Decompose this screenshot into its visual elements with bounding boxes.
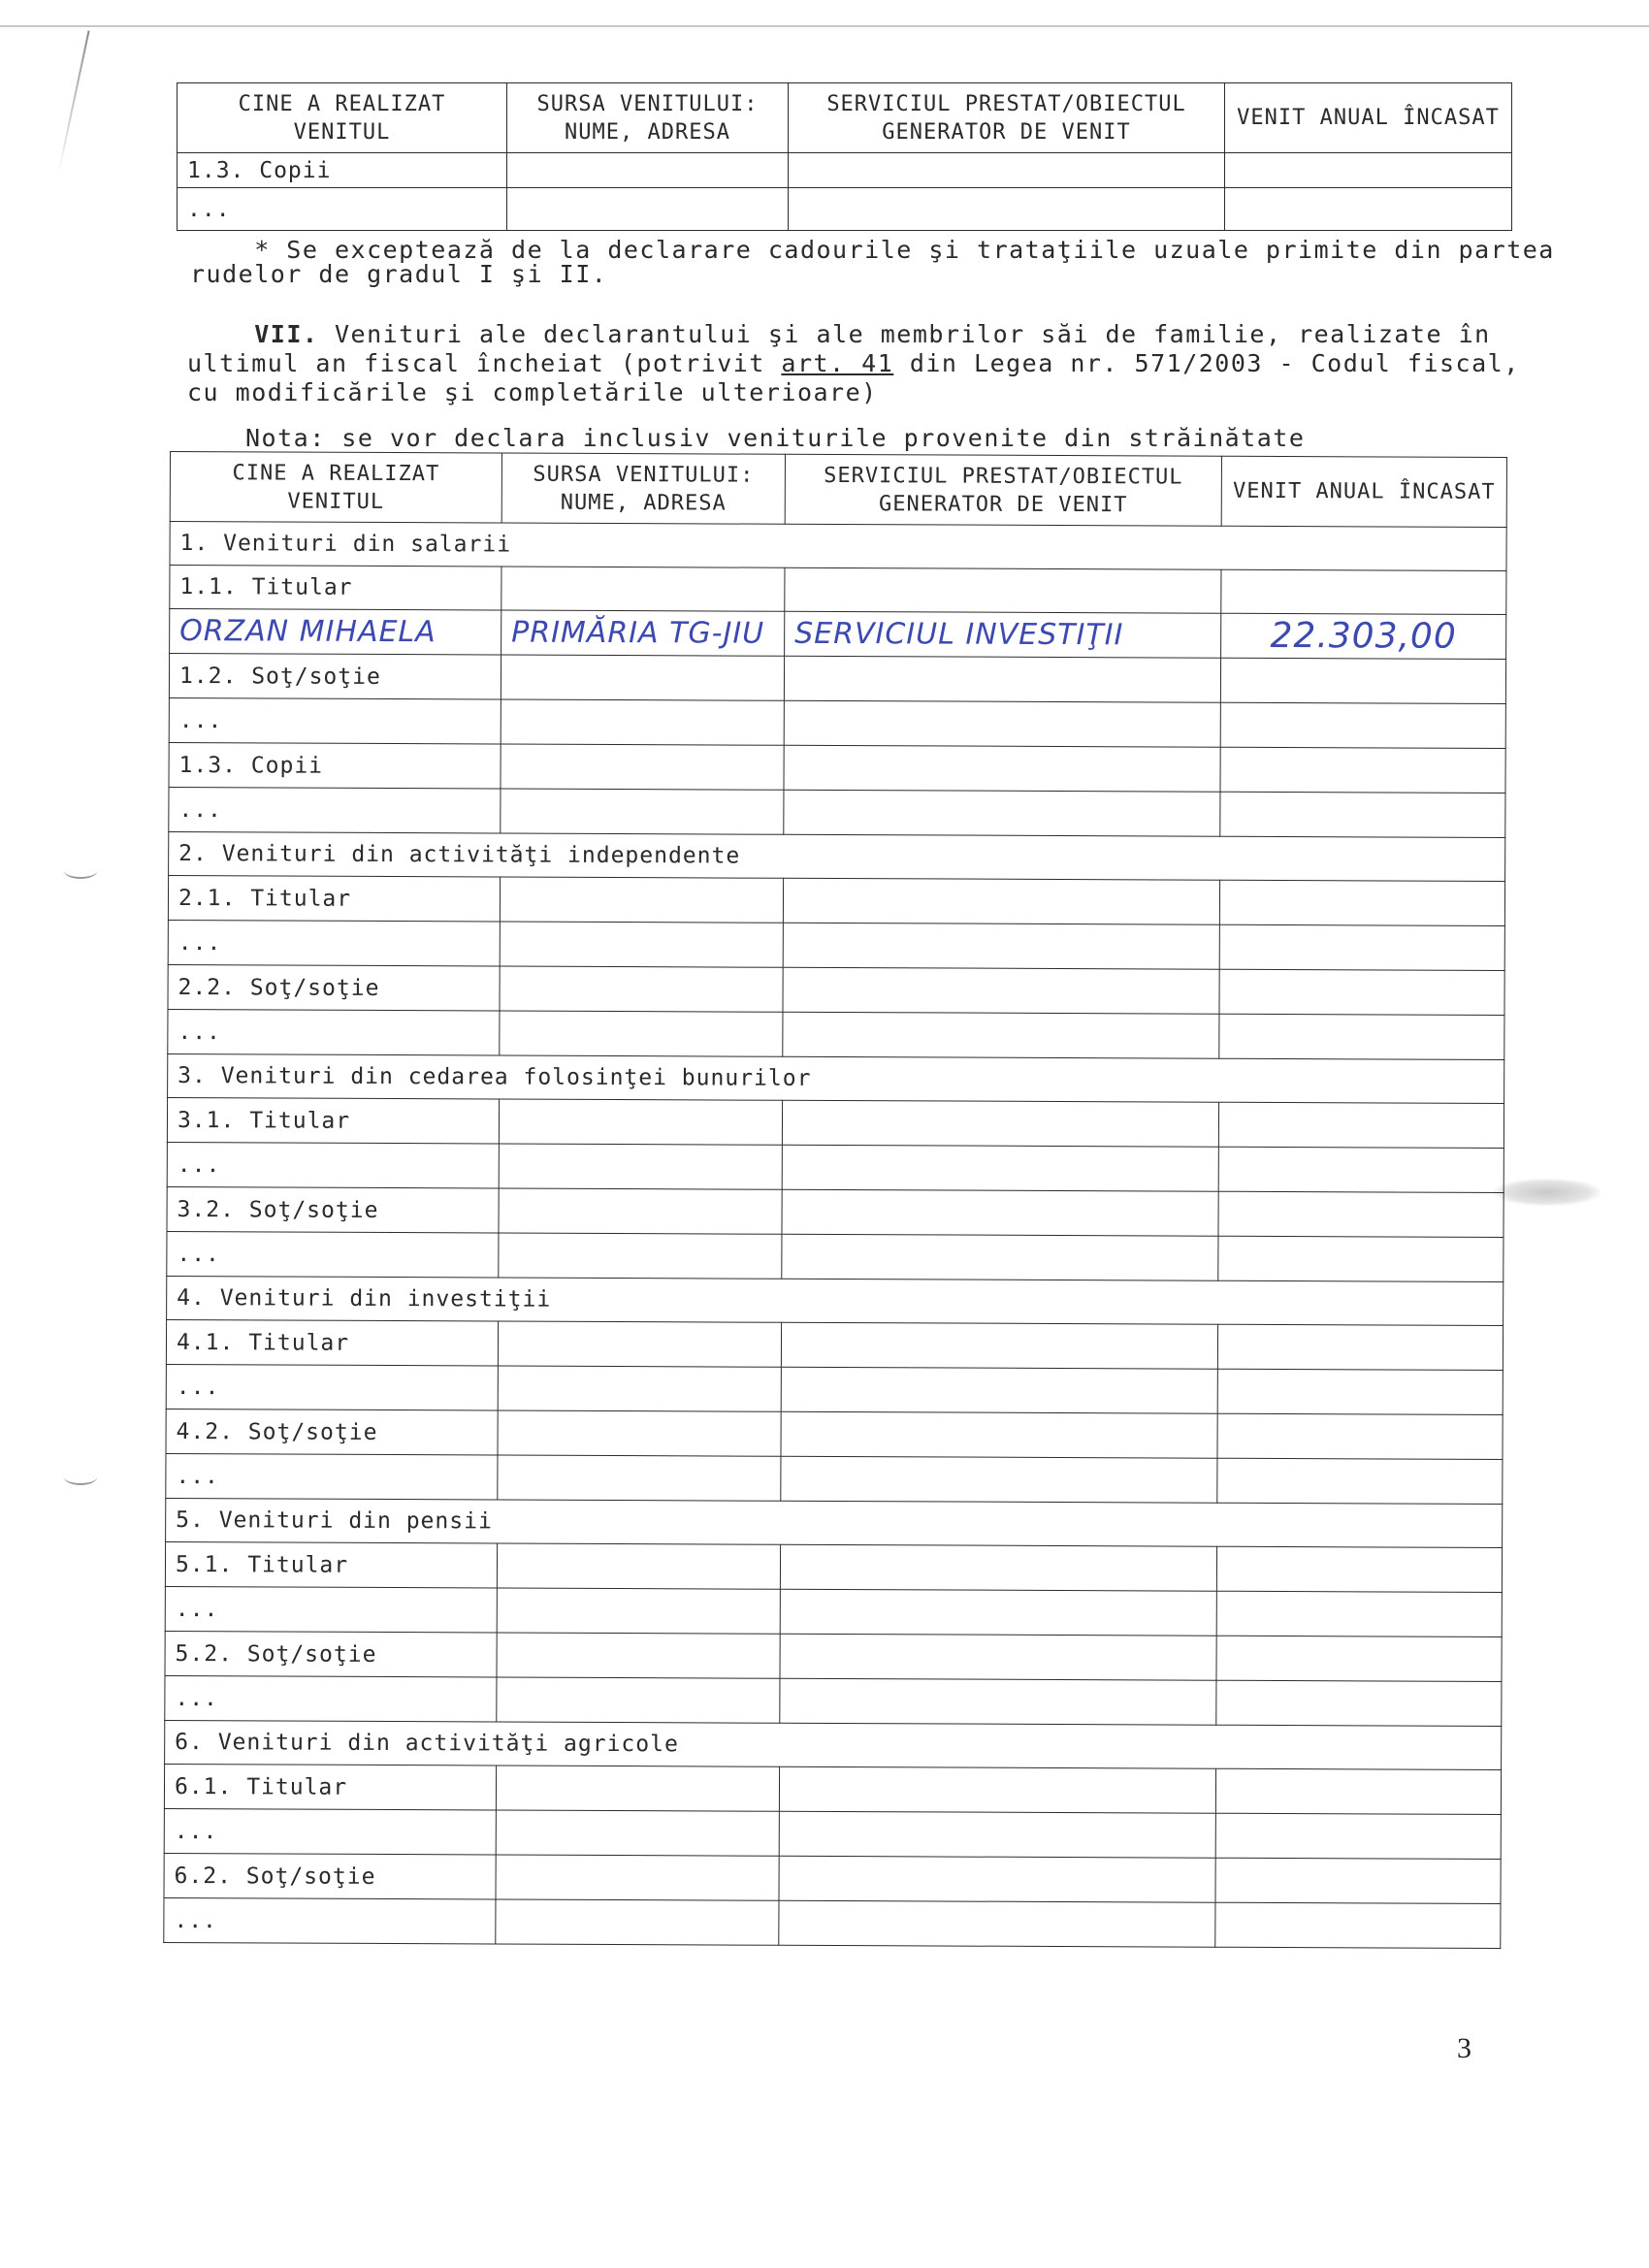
cell-empty bbox=[1217, 1458, 1503, 1504]
cell-empty bbox=[783, 967, 1219, 1014]
cell-empty bbox=[499, 1099, 782, 1145]
section-title: 4. Venituri din investiţii bbox=[167, 1276, 1504, 1325]
table-row bbox=[166, 1409, 1503, 1459]
cell-empty bbox=[779, 1766, 1215, 1813]
row-label: ... bbox=[165, 1586, 497, 1632]
cell-empty bbox=[779, 1856, 1215, 1902]
section-row bbox=[170, 522, 1506, 571]
header-who: CINE A REALIZAT VENITUL bbox=[170, 452, 501, 523]
cell-empty bbox=[1220, 747, 1505, 793]
row-label: ... bbox=[169, 697, 501, 743]
table-row bbox=[169, 742, 1505, 793]
cell-empty bbox=[1216, 1680, 1502, 1726]
table-row bbox=[168, 964, 1504, 1015]
section-row bbox=[169, 831, 1505, 881]
cell-empty bbox=[1216, 1546, 1502, 1592]
row-label: ... bbox=[164, 1897, 496, 1943]
row-label: 4.1. Titular bbox=[166, 1319, 498, 1365]
cell-empty bbox=[1215, 1813, 1501, 1859]
cell-empty bbox=[1217, 1369, 1503, 1414]
table-row bbox=[165, 1675, 1502, 1726]
cell-empty bbox=[780, 1544, 1216, 1591]
cell-empty bbox=[1225, 188, 1512, 231]
cell-empty bbox=[1216, 1591, 1502, 1636]
header-service: SERVICIUL PRESTAT/OBIECTUL GENERATOR DE VENIT bbox=[789, 83, 1225, 153]
cell-empty bbox=[789, 188, 1225, 231]
cell-empty bbox=[500, 877, 783, 923]
section-title: 5. Venituri din pensii bbox=[166, 1498, 1503, 1547]
cell-empty bbox=[789, 153, 1225, 188]
cell-empty bbox=[501, 699, 784, 745]
cell-empty bbox=[499, 1233, 782, 1279]
cell-empty bbox=[784, 790, 1220, 836]
cell-empty bbox=[1217, 1413, 1503, 1459]
cell-empty bbox=[1216, 1636, 1502, 1681]
row-label: ... bbox=[168, 1009, 500, 1054]
row-label: ... bbox=[167, 1142, 499, 1187]
row-label: 5.1. Titular bbox=[165, 1541, 497, 1587]
table-row bbox=[166, 1364, 1503, 1414]
section-row bbox=[167, 1276, 1504, 1325]
table-row bbox=[164, 1808, 1501, 1859]
punch-hole-mark bbox=[64, 863, 97, 879]
cell-empty bbox=[1218, 1236, 1504, 1281]
cell-empty bbox=[500, 922, 783, 967]
row-label: ... bbox=[178, 188, 507, 231]
header-who: CINE A REALIZAT VENITUL bbox=[178, 83, 507, 153]
row-label: 1.2. Soţ/soţie bbox=[169, 654, 501, 699]
header-source: SURSA VENITULUI: NUME, ADRESA bbox=[501, 453, 785, 524]
table-row bbox=[178, 153, 1512, 188]
cell-empty bbox=[782, 1145, 1218, 1191]
table-row bbox=[164, 1764, 1501, 1814]
cell-empty bbox=[501, 655, 784, 700]
cell-empty bbox=[500, 966, 783, 1012]
cell-empty bbox=[1219, 924, 1504, 970]
cell-empty bbox=[497, 1543, 780, 1589]
row-label: 6.1. Titular bbox=[164, 1764, 496, 1809]
handwritten-source: PRIMĂRIA TG-JIU bbox=[501, 610, 785, 656]
header-service: SERVICIUL PRESTAT/OBIECTUL GENERATOR DE VENIT bbox=[785, 454, 1221, 526]
section-row bbox=[165, 1720, 1502, 1769]
cell-empty bbox=[496, 1855, 779, 1900]
cell-empty bbox=[496, 1899, 779, 1945]
cell-empty bbox=[781, 1411, 1217, 1458]
cell-empty bbox=[498, 1321, 781, 1367]
income-table-continued bbox=[177, 82, 1512, 231]
section-title: 6. Venituri din activităţi agricole bbox=[165, 1720, 1502, 1769]
cell-empty bbox=[1220, 792, 1505, 837]
header-source: SURSA VENITULUI: NUME, ADRESA bbox=[507, 83, 789, 153]
cell-empty bbox=[1221, 569, 1506, 614]
section-row bbox=[166, 1498, 1503, 1547]
cell-empty bbox=[501, 744, 784, 790]
cell-empty bbox=[782, 1100, 1218, 1147]
handwritten-name: ORZAN MIHAELA bbox=[170, 609, 501, 655]
header-amount: VENIT ANUAL ÎNCASAT bbox=[1221, 456, 1506, 527]
page-number: 3 bbox=[1457, 2032, 1471, 2064]
row-label: 1.3. Copii bbox=[178, 153, 507, 188]
cell-empty bbox=[781, 1456, 1217, 1503]
section-row bbox=[168, 1053, 1504, 1103]
table-row bbox=[168, 920, 1504, 970]
table-row bbox=[168, 1009, 1504, 1059]
cell-empty bbox=[1220, 702, 1505, 748]
table-row bbox=[167, 1097, 1504, 1148]
cell-empty bbox=[1220, 658, 1505, 703]
cell-empty bbox=[1225, 153, 1512, 188]
cell-empty bbox=[501, 567, 785, 611]
table-row bbox=[167, 1231, 1504, 1281]
row-label: 6.2. Soţ/soţie bbox=[164, 1853, 496, 1898]
handwritten-amount: 22.303,00 bbox=[1221, 613, 1506, 659]
cell-empty bbox=[785, 567, 1221, 613]
cell-empty bbox=[1215, 1768, 1501, 1814]
law-article-link[interactable]: art. 41 bbox=[781, 349, 894, 377]
handwritten-row bbox=[170, 609, 1506, 660]
cell-empty bbox=[1219, 880, 1504, 925]
cell-empty bbox=[1218, 1191, 1504, 1237]
section-vii-note: Nota: se vor declara inclusiv veniturile provenite din străinătate bbox=[245, 424, 1306, 452]
cell-empty bbox=[784, 656, 1220, 702]
cell-empty bbox=[500, 1011, 783, 1056]
row-label: ... bbox=[165, 1675, 497, 1721]
cell-empty bbox=[1219, 1014, 1504, 1059]
row-label: 5.2. Soţ/soţie bbox=[165, 1631, 497, 1676]
table-row bbox=[178, 188, 1512, 231]
cell-empty bbox=[784, 745, 1220, 792]
cell-empty bbox=[783, 878, 1219, 924]
scan-smudge bbox=[1494, 1179, 1600, 1206]
cell-empty bbox=[783, 923, 1219, 969]
cell-empty bbox=[781, 1367, 1217, 1413]
cell-empty bbox=[497, 1633, 780, 1678]
table-row bbox=[166, 1453, 1503, 1504]
cell-empty bbox=[497, 1677, 780, 1723]
table-row bbox=[164, 1853, 1501, 1903]
table-row bbox=[165, 1631, 1502, 1681]
row-label: ... bbox=[168, 920, 500, 965]
row-label: ... bbox=[166, 1364, 498, 1409]
cell-empty bbox=[781, 1322, 1217, 1369]
section-vii-line-1 bbox=[190, 320, 1491, 349]
income-table-main bbox=[163, 451, 1507, 1949]
cell-empty bbox=[780, 1678, 1216, 1725]
row-label: 4.2. Soţ/soţie bbox=[166, 1409, 498, 1454]
cell-empty bbox=[496, 1810, 779, 1856]
cell-empty bbox=[501, 789, 784, 834]
section-vii-text: Venituri ale declarantului şi ale membrilor săi de familie, realizate în bbox=[318, 320, 1491, 348]
cell-empty bbox=[1215, 1902, 1501, 1948]
row-label: 2.1. Titular bbox=[168, 875, 500, 921]
cell-empty bbox=[780, 1589, 1216, 1636]
row-label: ... bbox=[167, 1231, 499, 1277]
table-row bbox=[164, 1897, 1501, 1948]
row-label: 3.2. Soţ/soţie bbox=[167, 1186, 499, 1232]
table-row bbox=[166, 1319, 1503, 1370]
table-row bbox=[165, 1586, 1502, 1636]
cell-empty bbox=[779, 1811, 1215, 1858]
handwritten-service: SERVICIUL INVESTIŢII bbox=[785, 611, 1221, 658]
cell-empty bbox=[507, 153, 789, 188]
cell-empty bbox=[497, 1588, 780, 1634]
footnote-line-2: rudelor de gradul I şi II. bbox=[190, 260, 608, 288]
scan-left-mark bbox=[57, 30, 89, 173]
table-row bbox=[169, 697, 1505, 748]
table-row bbox=[169, 787, 1505, 837]
cell-empty bbox=[507, 188, 789, 231]
scan-top-edge bbox=[0, 0, 1649, 27]
section-vii-text: din Legea nr. 571/2003 - Codul fiscal, bbox=[893, 349, 1520, 377]
cell-empty bbox=[784, 700, 1220, 747]
cell-empty bbox=[782, 1189, 1218, 1236]
cell-empty bbox=[499, 1188, 782, 1234]
punch-hole-mark bbox=[64, 1470, 97, 1485]
cell-empty bbox=[1218, 1147, 1504, 1192]
section-vii-line-3: cu modificările şi completările ulterioare) bbox=[187, 378, 878, 406]
cell-empty bbox=[498, 1410, 781, 1456]
table-row bbox=[165, 1541, 1502, 1592]
section-title: 3. Venituri din cedarea folosinţei bunurilor bbox=[168, 1053, 1504, 1103]
row-label: 3.1. Titular bbox=[167, 1097, 499, 1143]
table-row bbox=[167, 1142, 1504, 1192]
section-vii-roman: VII. bbox=[254, 320, 319, 348]
cell-empty bbox=[496, 1766, 779, 1811]
section-title: 2. Venituri din activităţi independente bbox=[169, 831, 1505, 881]
table-row bbox=[168, 875, 1504, 925]
cell-empty bbox=[499, 1144, 782, 1189]
cell-empty bbox=[498, 1455, 781, 1501]
cell-empty bbox=[782, 1234, 1218, 1280]
row-label: ... bbox=[164, 1808, 496, 1854]
footnote-line-1: * Se exceptează de la declarare cadourile şi trataţiile uzuale primite din partea bbox=[190, 236, 1555, 264]
section-title: 1. Venituri din salarii bbox=[170, 522, 1506, 571]
table-row bbox=[167, 1186, 1504, 1237]
row-label: ... bbox=[166, 1453, 498, 1499]
cell-empty bbox=[783, 1012, 1219, 1058]
table-header-row bbox=[170, 452, 1506, 528]
table-row bbox=[170, 566, 1506, 615]
cell-empty bbox=[498, 1366, 781, 1411]
row-label: 1.3. Copii bbox=[169, 742, 501, 788]
cell-empty bbox=[1219, 969, 1504, 1015]
row-label: 2.2. Soţ/soţie bbox=[168, 964, 500, 1010]
cell-empty bbox=[1218, 1102, 1504, 1148]
row-label: ... bbox=[169, 787, 501, 832]
cell-empty bbox=[780, 1634, 1216, 1680]
cell-empty bbox=[779, 1900, 1215, 1947]
table-row bbox=[169, 654, 1505, 704]
cell-empty bbox=[1217, 1324, 1503, 1370]
header-amount: VENIT ANUAL ÎNCASAT bbox=[1225, 83, 1512, 153]
cell-empty bbox=[1215, 1858, 1501, 1903]
row-label: 1.1. Titular bbox=[170, 566, 501, 610]
section-vii-line-2 bbox=[187, 349, 1520, 378]
section-vii-text: ultimul an fiscal încheiat (potrivit bbox=[187, 349, 782, 377]
table-header-row bbox=[178, 83, 1512, 153]
